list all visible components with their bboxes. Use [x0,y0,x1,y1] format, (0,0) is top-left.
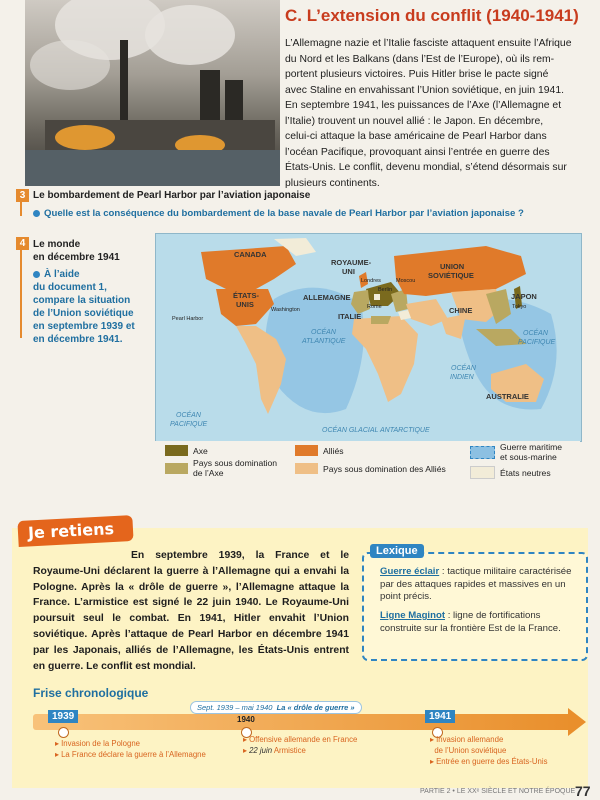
doc4-rule [20,238,22,338]
city-rome: Rome [367,304,382,310]
lexique-entry-guerre-eclair: Guerre éclair : tactique militaire caractérisée par des attaques rapides et massives en un point précis. [380,566,572,602]
swatch-sea-war [470,446,495,459]
ocean-pacific-e-1: OCÉAN [523,330,548,337]
year-1940: 1940 [237,715,255,724]
ocean-pacific-e-2: PACIFIQUE [518,339,556,346]
label-germany: ALLEMAGNE [303,293,351,302]
bullet-icon [33,271,40,278]
je-retiens-tab: Je retiens [17,515,133,547]
city-londres: Londres [361,278,381,284]
event-1939: ▸ Invasion de la Pologne ▸ La France déclare la guerre à l’Allemagne [55,739,206,759]
label-australia: AUSTRALIE [486,392,529,401]
lexique-entry-ligne-maginot: Ligne Maginot : ligne de fortifications construite sur la frontière Est de la France. [380,610,561,634]
swatch-axe-dom [165,463,188,474]
legend-neutral: États neutres [500,467,551,478]
swatch-allies-dom [295,463,318,474]
page-footer: PARTIE 2 • LE XXᵉ SIÈCLE ET NOTRE ÉPOQUE [420,788,576,795]
doc3-number: 3 [16,189,29,202]
city-moscou: Moscou [396,278,416,284]
city-pearl-harbor: Pearl Harbor [172,316,204,322]
legend-allies-dom: Pays sous domination des Alliés [323,463,446,474]
swatch-allies [295,445,318,456]
label-usa-1: ÉTATS- [233,291,259,300]
label-usa-2: UNIS [236,300,254,309]
label-italy: ITALIE [338,312,362,321]
africa-shape [352,316,418,402]
ocean-indian-1: OCÉAN [451,365,476,372]
timeline-arrow-icon [568,708,586,736]
doc4-sidebar: Le monde en décembre 1941 À l’aide du document 1, compare la situation de l’Union soviétique en septembre 1939 et en décembre 1941. [33,239,135,345]
frise-period: Sept. 1939 – mai 1940 La « drôle de guerre » [190,701,362,714]
city-washington: Washington [271,307,300,313]
bullet-icon [33,210,40,217]
swatch-axe [165,445,188,456]
page-number: 77 [575,783,591,799]
year-1939: 1939 [48,710,78,723]
ocean-antarctic: OCÉAN GLACIAL ANTARCTIQUE [322,427,430,434]
legend-axe: Axe [193,445,208,456]
legend-sea-war: Guerre maritime et sous-marine [500,442,563,462]
je-retiens-text: En septembre 1939, la France et le Royaume-Uni déclarent la guerre à l’Allemagne qui a envahi la Pologne. Après la « drôle de guerre », l’Allemagne attaque la France. L’armistice est signé le 22 juin 1940. Le Royaume-Uni poursuit seul le combat. En 1941, Hitler envahit l’Union soviétique. Après l’attaque de Pearl Harbor en décembre 1941 par les Japonais, alliés de l’Allemagne, les États-Unis entrent en guerre. Le conflit est mondial. [33,550,349,672]
event-1941: ▸ Invasion allemande de l’Union soviétique ▸ Entrée en guerre des États-Unis [430,735,548,766]
timeline-bar [33,714,573,730]
label-uk-2: UNI [342,267,355,276]
label-ussr-2: SOVIÉTIQUE [428,271,474,280]
label-uk-1: ROYAUME- [331,258,372,267]
doc3-caption: Le bombardement de Pearl Harbor par l’aviation japonaise [33,190,311,201]
label-japan: JAPON [511,292,537,301]
doc4-number: 4 [16,237,29,250]
label-ussr-1: UNION [440,262,465,271]
section-title: C. L’extension du conflit (1940-1941) [285,6,579,25]
ocean-indian-2: INDIEN [450,374,474,381]
doc3-question: Quelle est la conséquence du bombardement de la base navale de Pearl Harbor par l’aviation japonaise ? [33,208,524,219]
lexique-tab: Lexique [370,544,424,558]
label-canada: CANADA [234,250,267,259]
legend-allies: Alliés [323,445,344,456]
map-legend [155,441,580,481]
ocean-atlantic-2: ATLANTIQUE [302,338,346,345]
legend-axe-dom: Pays sous domination de l’Axe [193,458,278,478]
ocean-atlantic-1: OCÉAN [311,329,336,336]
swatch-neutral [470,466,495,479]
city-berlin: Berlin [378,287,393,293]
ocean-pacific-w-1: OCÉAN [176,412,201,419]
world-map-1941 [155,233,582,442]
pearl-harbor-photo [25,0,280,186]
city-tokyo: Tokyo [512,304,527,310]
frise-title: Frise chronologique [33,686,149,700]
year-1941: 1941 [425,710,455,723]
section-paragraph: L’Allemagne nazie et l’Italie fasciste attaquent ensuite l’Afrique du Nord et les Balkans (dans l’Est de l’Europe), où ils rem- portent plusieurs victoires. Puis Hitler brise le pacte signé avec Staline en envahissant l’Union soviétique, en juin 1941. En septembre 1941, les puissances de l’Axe (l’Allemagne et l’Italie) trouvent un nouvel allié : le Japon. En décembre, celui-ci attaque la base américaine de Pearl Harbor dans l’océan Pacifique, provoquant ainsi l’entrée en guerre des États-Unis. Le conflit, devenu mondial, s’étend désormais sur plusieurs continents. [285,38,572,189]
event-1940: ▸ Offensive allemande en France ▸ 22 juin Armistice [243,735,358,755]
timeline-marker [58,727,69,738]
ocean-pacific-w-2: PACIFIQUE [170,421,208,428]
label-china: CHINE [449,306,473,315]
